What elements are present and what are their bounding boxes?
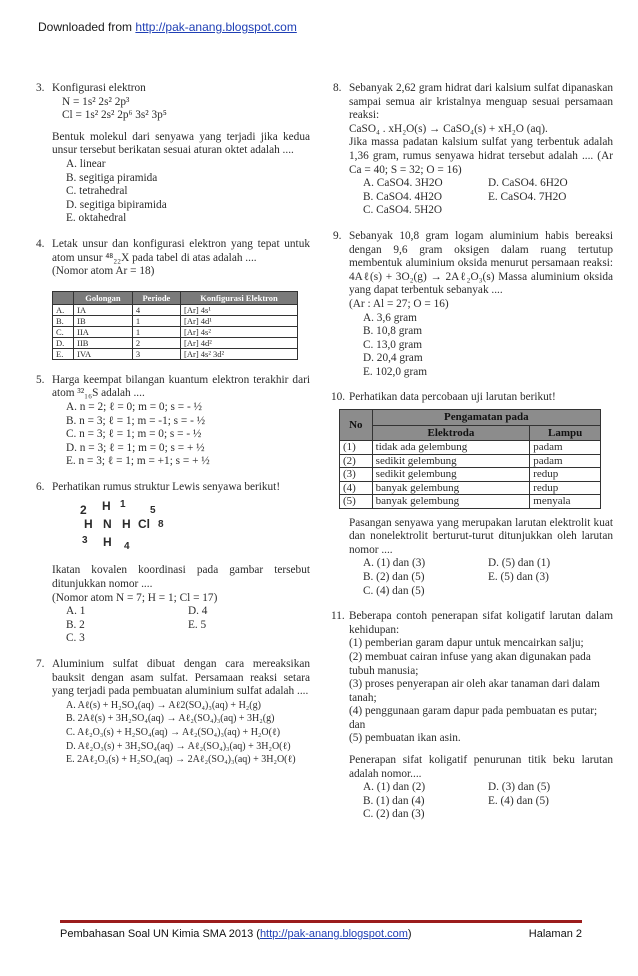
- option: C. (2) dan (3): [363, 808, 425, 821]
- question-text: Beberapa contoh penerapan sifat koligatif larutan dalam kehidupan:: [349, 610, 613, 636]
- option: B. CaSO4. 4H2O: [363, 190, 443, 203]
- question-10-body: [333, 517, 613, 599]
- option: B. n = 3; ℓ = 1; m = -1; s = - ½: [66, 414, 206, 427]
- question-note: (Nomor atom N = 7; H = 1; Cl = 17): [52, 591, 218, 604]
- question-text: Bentuk molekul dari senyawa yang terjadi jika kedua unsur tersebut berikatan sesuai aturan oktet adalah ....: [52, 130, 310, 157]
- question-number: 8.: [333, 82, 342, 94]
- option-row: [52, 605, 310, 619]
- question-5: [36, 374, 310, 469]
- option: A. CaSO4. 3H2O: [363, 177, 443, 190]
- cell: 1: [132, 326, 180, 337]
- lewis-structure: [74, 498, 310, 556]
- question-number: 5.: [36, 373, 45, 386]
- option: A. linear: [66, 157, 106, 170]
- cell: B.: [53, 315, 74, 326]
- option: C. 13,0 gram: [363, 338, 422, 351]
- table-row: [53, 304, 298, 315]
- question-number: 11.: [331, 610, 345, 623]
- label-3: 3: [82, 535, 88, 547]
- table-header: Golongan: [74, 291, 133, 304]
- question-number: 3.: [36, 82, 45, 94]
- cell: IIA: [74, 326, 133, 337]
- option: E. n = 3; ℓ = 1; m = +1; s = + ½: [66, 455, 210, 468]
- option: B. 2: [66, 618, 85, 631]
- option: A. Aℓ(s) + H₂SO₄(aq) → Aℓ2(SO₄)₃(aq) + H₂(g): [66, 699, 261, 711]
- option: [488, 808, 613, 822]
- question-text: Perhatikan rumus struktur Lewis senyawa berikut!: [52, 480, 281, 493]
- question-text: Harga keempat bilangan kuantum elektron terakhir dari atom ³²₁₆S adalah ....: [52, 373, 310, 400]
- table-row: [53, 348, 298, 359]
- option: B. 10,8 gram: [363, 325, 422, 338]
- atom-h-left: H: [84, 517, 93, 532]
- table-row: [53, 337, 298, 348]
- cell: menyala: [530, 495, 601, 509]
- label-2: 2: [80, 503, 87, 518]
- cell: [Ar] 4d²: [181, 337, 298, 348]
- footer-prefix: Pembahasan Soal UN Kimia SMA 2013 (: [60, 928, 260, 940]
- reaction: CaSO₄ . xH₂O(s) → CaSO₄(s) + xH₂O (aq).: [349, 122, 548, 135]
- option-row: [349, 204, 613, 218]
- option: D. 20,4 gram: [363, 352, 423, 365]
- option: A. 1: [66, 605, 86, 618]
- table-header: Pengamatan pada: [372, 410, 600, 426]
- question-6: [36, 481, 310, 646]
- cell: IB: [74, 315, 133, 326]
- q3-line: Cl = 1s² 2s² 2p⁶ 3s² 3p⁵: [62, 109, 167, 122]
- option: D. 4: [188, 605, 208, 618]
- cell: tidak ada gelembung: [372, 441, 530, 455]
- option: D. (5) dan (1): [488, 557, 551, 570]
- option-row: [349, 808, 613, 822]
- option: C. 3: [66, 632, 85, 645]
- cell: banyak gelembung: [372, 481, 530, 495]
- atom-h-bottom: H: [103, 535, 112, 550]
- cell: (2): [340, 454, 373, 468]
- cell: IIB: [74, 337, 133, 348]
- option: C. tetrahedral: [66, 185, 128, 198]
- table-header: No: [340, 410, 373, 441]
- table-row: [340, 495, 601, 509]
- right-column: [333, 82, 613, 834]
- option: C. (4) dan (5): [363, 584, 425, 597]
- cell: sedikit gelembung: [372, 468, 530, 482]
- page-footer: [60, 928, 582, 940]
- cell: (1): [340, 441, 373, 455]
- cell: redup: [530, 481, 601, 495]
- question-note: (Ar : Al = 27; O = 16): [349, 297, 449, 310]
- label-8: 8: [158, 519, 164, 531]
- option-row: [52, 619, 310, 633]
- option-row: [349, 571, 613, 585]
- cell: E.: [53, 348, 74, 359]
- cell: (5): [340, 495, 373, 509]
- table-header: Elektroda: [372, 425, 530, 441]
- question-4: [36, 238, 310, 279]
- option: E. 2Aℓ₂O₃(s) + H₂SO₄(aq) → 2Aℓ₂(SO₄)₃(aq) + 3H₂O(ℓ): [66, 754, 296, 766]
- cell: [Ar] 4s²: [181, 326, 298, 337]
- cell: [Ar] 4d¹: [181, 315, 298, 326]
- option: B. segitiga piramida: [66, 171, 158, 184]
- question-number: 4.: [36, 237, 45, 250]
- cell: banyak gelembung: [372, 495, 530, 509]
- cell: redup: [530, 468, 601, 482]
- left-column: [36, 82, 310, 779]
- footer-link[interactable]: http://pak-anang.blogspot.com: [259, 928, 408, 940]
- cell: IA: [74, 304, 133, 315]
- option: E. (5) dan (3): [488, 570, 549, 583]
- option: E. oktahedral: [66, 212, 127, 225]
- label-4: 4: [124, 541, 130, 553]
- table-header: [53, 291, 74, 304]
- option-row: [349, 557, 613, 571]
- table-row: [340, 454, 601, 468]
- table-row: [340, 468, 601, 482]
- option: C. CaSO4. 5H2O: [363, 204, 443, 217]
- cell: 4: [132, 304, 180, 315]
- list-item: (5) pembuatan ikan asin.: [349, 732, 461, 745]
- option: [488, 204, 613, 218]
- cell: IVA: [74, 348, 133, 359]
- question-9: [333, 230, 613, 380]
- option-row: [52, 632, 310, 646]
- option-row: [349, 585, 613, 599]
- option: B. (2) dan (5): [363, 570, 425, 583]
- question-7: [36, 658, 310, 767]
- question-number: 7.: [36, 658, 45, 671]
- footer-suffix: ): [407, 928, 412, 940]
- option: C. n = 3; ℓ = 1; m = 0; s = - ½: [66, 428, 202, 441]
- question-3: [36, 82, 310, 226]
- question-11: [333, 610, 613, 822]
- cell: [Ar] 4s² 3d²: [181, 348, 298, 359]
- question-note: (Nomor atom Ar = 18): [52, 265, 155, 278]
- atom-h-mid: H: [122, 517, 131, 532]
- list-item: (4) penggunaan garam dapur pada pembuatan es putar; dan: [349, 705, 598, 731]
- question-text-2: Ikatan kovalen koordinasi pada gambar tersebut ditunjukkan nomor ....: [52, 564, 310, 591]
- option-row: [349, 781, 613, 795]
- cell: 3: [132, 348, 180, 359]
- question-8: [333, 82, 613, 218]
- option: E. CaSO4. 7H2O: [488, 190, 567, 203]
- list-item: (2) membuat cairan infuse yang akan digunakan pada tubuh manusia;: [349, 650, 591, 677]
- table-header: Lampu: [530, 425, 601, 441]
- question-text-2: Penerapan sifat koligatif penurunan titik beku larutan adalah nomor....: [349, 754, 613, 780]
- question-number: 10.: [331, 391, 346, 404]
- question-text-2: Jika massa padatan kalsium sulfat yang terbentuk adalah 1,36 gram, rumus senyawa hidrat tersebut adalah .... (Ar Ca = 40; S = 32; O = 16): [349, 136, 613, 176]
- electron-config-table: [52, 291, 298, 360]
- list-item: (1) pemberian garam dapur untuk mencairkan salju;: [349, 637, 584, 650]
- table-row: [53, 326, 298, 337]
- question-text: Aluminium sulfat dibuat dengan cara mereaksikan bauksit dengan asam sulfat. Persamaan reaksi setara yang terjadi pada pembuatan aluminium sulfat adalah ....: [52, 658, 310, 698]
- option: E. 102,0 gram: [363, 365, 428, 378]
- table-row: [340, 441, 601, 455]
- atom-h-top: H: [102, 499, 111, 514]
- table-row: [340, 481, 601, 495]
- option-row: [349, 191, 613, 205]
- cell: sedikit gelembung: [372, 454, 530, 468]
- option: E. 5: [188, 618, 207, 631]
- footer-left: [60, 928, 412, 940]
- question-10: [333, 391, 613, 405]
- header-prefix: Downloaded from: [38, 20, 136, 34]
- header-link[interactable]: http://pak-anang.blogspot.com: [135, 20, 297, 34]
- option: [188, 632, 310, 646]
- question-text-2: Pasangan senyawa yang merupakan larutan elektrolit kuat dan nonelektrolit berturut-turut ditunjukkan oleh larutan nomor ....: [349, 516, 613, 556]
- option: E. (4) dan (5): [488, 794, 549, 807]
- option: D. segitiga bipiramida: [66, 198, 167, 211]
- cell: [Ar] 4s¹: [181, 304, 298, 315]
- cell: (3): [340, 468, 373, 482]
- cell: 2: [132, 337, 180, 348]
- question-number: 6.: [36, 480, 45, 493]
- atom-n: N: [103, 517, 112, 532]
- cell: 1: [132, 315, 180, 326]
- option: A. (1) dan (2): [363, 781, 426, 794]
- option: C. Aℓ₂O₃(s) + H₂SO₄(aq) → Aℓ₂(SO₄)₃(aq) + H₂O(ℓ): [66, 727, 281, 738]
- option: D. (3) dan (5): [488, 781, 551, 794]
- page-number: Halaman 2: [528, 928, 582, 940]
- label-1: 1: [120, 499, 126, 511]
- option: D. CaSO4. 6H2O: [488, 177, 568, 190]
- q3-line: Konfigurasi elektron: [52, 82, 146, 94]
- label-5: 5: [150, 505, 156, 517]
- table-header: Konfigurasi Elektron: [181, 291, 298, 304]
- atom-cl: Cl: [138, 517, 150, 532]
- experiment-table: [339, 409, 601, 509]
- page-header: [38, 20, 297, 34]
- cell: D.: [53, 337, 74, 348]
- option: D. n = 3; ℓ = 1; m = 0; s = + ½: [66, 441, 205, 454]
- option: A. (1) dan (3): [363, 557, 426, 570]
- option-row: [349, 795, 613, 809]
- option: A. n = 2; ℓ = 0; m = 0; s = - ½: [66, 400, 203, 413]
- question-text: Letak unsur dan konfigurasi elektron yang tepat untuk atom unsur ⁴⁸₂₂X pada tabel di atas adalah ....: [52, 237, 310, 264]
- question-text: Sebanyak 10,8 gram logam aluminium habis bereaksi dengan 9,6 gram oksigen dalam ruang tertutup membentuk aluminium oksida menurut persamaan reaksi: 4Aℓ(s) + 3O₂(g) → 2Aℓ₂O₃(s) Massa aluminium oksida yang dapat terbentuk sebanyak ....: [349, 229, 613, 297]
- question-number: 9.: [333, 229, 342, 242]
- table-header: Periode: [132, 291, 180, 304]
- question-text: Sebanyak 2,62 gram hidrat dari kalsium sulfat dipanaskan sampai semua air kristalnya menguap sesuai persamaan reaksi:: [349, 82, 613, 122]
- cell: C.: [53, 326, 74, 337]
- option: B. 2Aℓ(s) + 3H₂SO₄(aq) → Aℓ₂(SO₄)₃(aq) + 3H₂(g): [66, 713, 275, 725]
- option: D. Aℓ₂O₃(s) + 3H₂SO₄(aq) → Aℓ₂(SO₄)₃(aq) + 3H₂O(ℓ): [66, 740, 291, 752]
- table-row: [53, 315, 298, 326]
- option: A. 3,6 gram: [363, 311, 417, 324]
- list-item: (3) proses penyerapan air oleh akar tanaman dari dalam tanah;: [349, 678, 600, 704]
- q3-line: N = 1s² 2s² 2p³: [62, 95, 130, 108]
- footer-divider: [60, 920, 582, 923]
- option-row: [349, 177, 613, 191]
- question-text: Perhatikan data percobaan uji larutan berikut!: [349, 391, 556, 404]
- cell: (4): [340, 481, 373, 495]
- cell: padam: [530, 454, 601, 468]
- option: [488, 585, 613, 599]
- option: B. (1) dan (4): [363, 794, 425, 807]
- cell: A.: [53, 304, 74, 315]
- cell: padam: [530, 441, 601, 455]
